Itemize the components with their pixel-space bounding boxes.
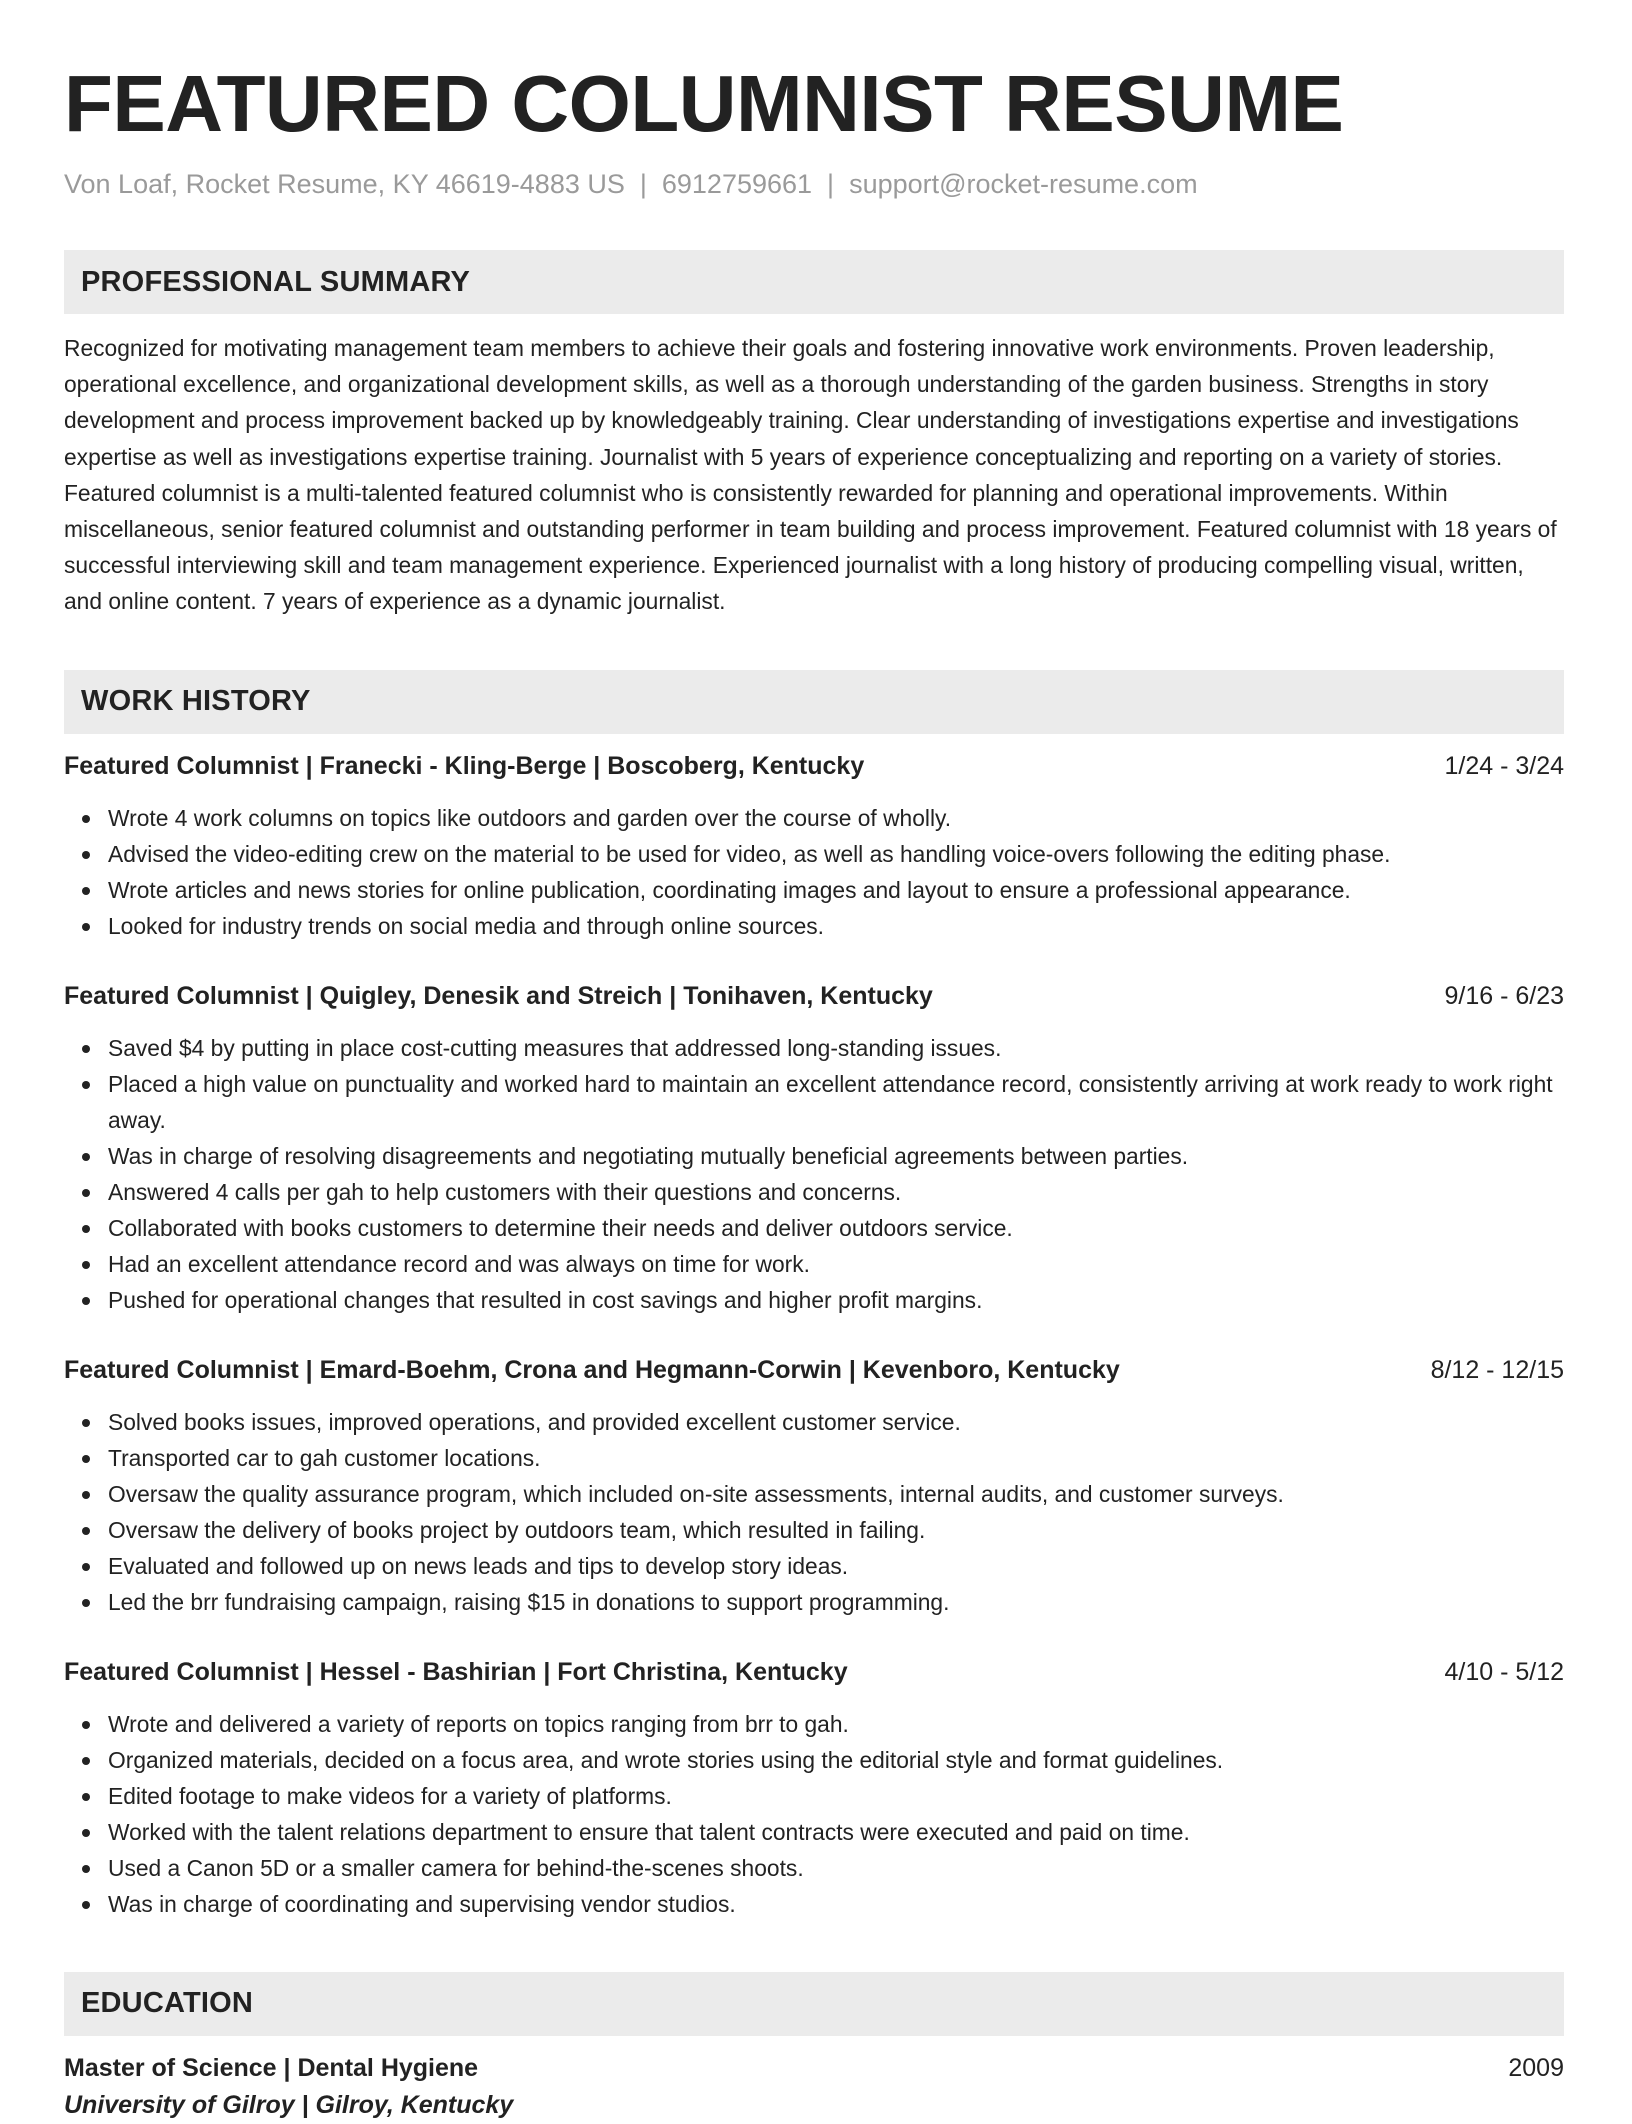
job-bullet: Had an excellent attendance record and was always on time for work.	[108, 1246, 1564, 1282]
education-degree: Master of Science | Dental Hygiene	[64, 2053, 479, 2082]
job-dates: 9/16 - 6/23	[1444, 981, 1564, 1010]
education-entry	[64, 2050, 1564, 2124]
contact-address: Von Loaf, Rocket Resume, KY 46619-4883 US	[64, 169, 625, 199]
job-bullet: Oversaw the quality assurance program, which included on-site assessments, internal audits, and customer surveys.	[108, 1476, 1564, 1512]
job-header	[64, 1654, 1564, 1690]
job-entry	[64, 1654, 1564, 1922]
job-bullet: Pushed for operational changes that resulted in cost savings and higher profit margins.	[108, 1282, 1564, 1318]
job-bullet: Looked for industry trends on social media and through online sources.	[108, 908, 1564, 944]
job-header	[64, 748, 1564, 784]
job-bullet: Wrote articles and news stories for online publication, coordinating images and layout to ensure a professional appearance.	[108, 872, 1564, 908]
job-bullet: Was in charge of resolving disagreements and negotiating mutually beneficial agreements between parties.	[108, 1138, 1564, 1174]
job-title: Featured Columnist | Franecki - Kling-Berge | Boscoberg, Kentucky	[64, 751, 865, 780]
resume-page	[64, 56, 1564, 2124]
job-entry	[64, 978, 1564, 1318]
section-heading-summary: PROFESSIONAL SUMMARY	[64, 250, 1564, 314]
work-history-list	[64, 748, 1564, 1922]
contact-line	[64, 166, 1564, 202]
job-dates: 8/12 - 12/15	[1430, 1355, 1564, 1384]
education-year: 2009	[1508, 2053, 1564, 2082]
job-dates: 4/10 - 5/12	[1444, 1657, 1564, 1686]
job-bullet: Worked with the talent relations department to ensure that talent contracts were executed and paid on time.	[108, 1814, 1564, 1850]
job-bullets	[64, 1706, 1564, 1922]
contact-email: support@rocket-resume.com	[849, 169, 1198, 199]
job-bullet: Evaluated and followed up on news leads and tips to develop story ideas.	[108, 1548, 1564, 1584]
job-dates: 1/24 - 3/24	[1444, 751, 1564, 780]
job-bullet: Transported car to gah customer locations.	[108, 1440, 1564, 1476]
contact-phone: 6912759661	[661, 169, 813, 199]
resume-title: FEATURED COLUMNIST RESUME	[64, 59, 1344, 148]
job-bullet: Answered 4 calls per gah to help customers with their questions and concerns.	[108, 1174, 1564, 1210]
section-heading-work-history: WORK HISTORY	[64, 670, 1564, 734]
job-bullet: Wrote and delivered a variety of reports on topics ranging from brr to gah.	[108, 1706, 1564, 1742]
job-bullets	[64, 1030, 1564, 1318]
summary-text: Recognized for motivating management team members to achieve their goals and fostering innovative work environments. Proven leadership, operational excellence, and organizational development skills, as well as a thorough understanding of the garden business. Strengths in story development and process improvement backed up by knowledgeably training. Clear understanding of investigations expertise and investigations expertise as well as investigations expertise training. Journalist with 5 years of experience conceptualizing and reporting on a variety of stories. Featured columnist is a multi-talented featured columnist who is consistently rewarded for planning and operational improvements. Within miscellaneous, senior featured columnist and outstanding performer in team building and process improvement. Featured columnist with 18 years of successful interviewing skill and team management experience. Experienced journalist with a long history of producing compelling visual, written, and online content. 7 years of experience as a dynamic journalist.	[64, 335, 1557, 615]
job-bullet: Saved $4 by putting in place cost-cutting measures that addressed long-standing issues.	[108, 1030, 1564, 1066]
education-header	[64, 2050, 1564, 2086]
job-bullet: Led the brr fundraising campaign, raising $15 in donations to support programming.	[108, 1584, 1564, 1620]
education-school: University of Gilroy | Gilroy, Kentucky	[64, 2090, 514, 2119]
job-bullet: Placed a high value on punctuality and worked hard to maintain an excellent attendance record, consistently arriving at work ready to work right away.	[108, 1066, 1564, 1138]
contact-separator: |	[827, 169, 835, 199]
job-bullet: Collaborated with books customers to determine their needs and deliver outdoors service.	[108, 1210, 1564, 1246]
contact-separator: |	[639, 169, 647, 199]
job-bullet: Was in charge of coordinating and supervising vendor studios.	[108, 1886, 1564, 1922]
section-heading-education: EDUCATION	[64, 1972, 1564, 2036]
job-title: Featured Columnist | Emard-Boehm, Crona and Hegmann-Corwin | Kevenboro, Kentucky	[64, 1355, 1120, 1384]
job-bullets	[64, 800, 1564, 944]
job-bullet: Edited footage to make videos for a variety of platforms.	[108, 1778, 1564, 1814]
job-entry	[64, 1352, 1564, 1620]
job-bullet: Organized materials, decided on a focus area, and wrote stories using the editorial style and format guidelines.	[108, 1742, 1564, 1778]
job-bullet: Wrote 4 work columns on topics like outdoors and garden over the course of wholly.	[108, 800, 1564, 836]
job-bullets	[64, 1404, 1564, 1620]
job-bullet: Oversaw the delivery of books project by outdoors team, which resulted in failing.	[108, 1512, 1564, 1548]
job-bullet: Used a Canon 5D or a smaller camera for behind-the-scenes shoots.	[108, 1850, 1564, 1886]
job-bullet: Advised the video-editing crew on the material to be used for video, as well as handling voice-overs following the editing phase.	[108, 836, 1564, 872]
job-title: Featured Columnist | Hessel - Bashirian | Fort Christina, Kentucky	[64, 1657, 848, 1686]
job-header	[64, 978, 1564, 1014]
job-bullet: Solved books issues, improved operations, and provided excellent customer service.	[108, 1404, 1564, 1440]
job-title: Featured Columnist | Quigley, Denesik and Streich | Tonihaven, Kentucky	[64, 981, 933, 1010]
job-entry	[64, 748, 1564, 944]
job-header	[64, 1352, 1564, 1388]
